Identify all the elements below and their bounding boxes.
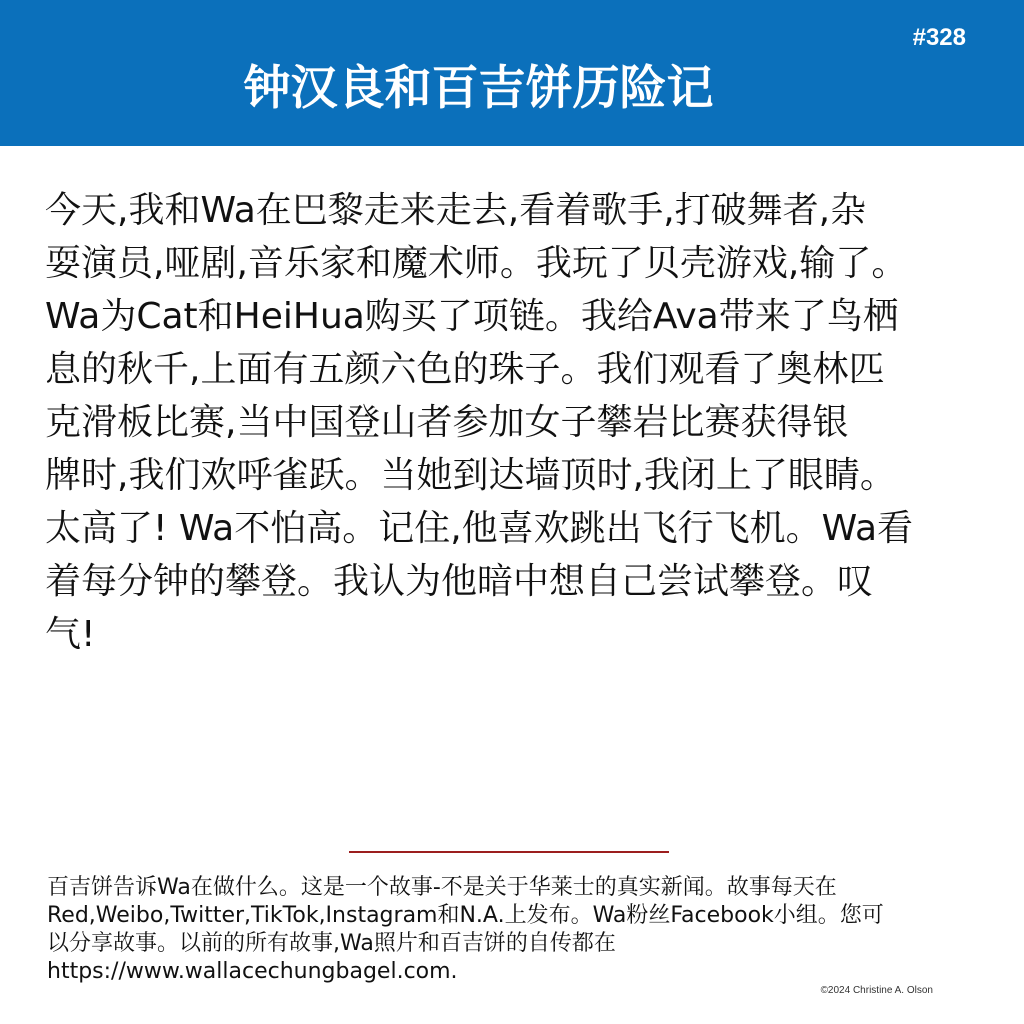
story-line: 耍演员,哑剧,音乐家和魔术师。我玩了贝壳游戏,输了。 bbox=[45, 243, 908, 284]
issue-number: #328 bbox=[912, 24, 966, 51]
story-text bbox=[45, 184, 985, 661]
header-banner bbox=[0, 0, 1024, 146]
page-title: 钟汉良和百吉饼历险记 bbox=[243, 61, 714, 116]
story-line: 太高了! Wa不怕高。记住,他喜欢跳出飞行飞机。Wa看 bbox=[45, 508, 914, 549]
footer-line: Red,Weibo,Twitter,TikTok,Instagram和N.A.上发布。Wa粉丝Facebook小组。您可 bbox=[47, 903, 884, 928]
story-line: 着每分钟的攀登。我认为他暗中想自己尝试攀登。叹 bbox=[45, 561, 874, 602]
footer-text bbox=[47, 874, 982, 986]
story-line: 气! bbox=[45, 614, 96, 655]
footer-line: 以分享故事。以前的所有故事,Wa照片和百吉饼的自传都在 bbox=[47, 931, 616, 956]
divider bbox=[349, 851, 669, 853]
copyright: ©2024 Christine A. Olson bbox=[820, 985, 933, 996]
story-line: Wa为Cat和HeiHua购买了项链。我给Ava带来了鸟栖 bbox=[45, 296, 899, 337]
story-line: 牌时,我们欢呼雀跃。当她到达墙顶时,我闭上了眼睛。 bbox=[45, 455, 896, 496]
footer-line: 百吉饼告诉Wa在做什么。这是一个故事-不是关于华莱士的真实新闻。故事每天在 bbox=[47, 875, 837, 900]
story-line: 今天,我和Wa在巴黎走来走去,看着歌手,打破舞者,杂 bbox=[45, 190, 867, 231]
footer-url: https://www.wallacechungbagel.com. bbox=[47, 959, 458, 984]
story-line: 息的秋千,上面有五颜六色的珠子。我们观看了奥林匹 bbox=[45, 349, 885, 390]
story-line: 克滑板比赛,当中国登山者参加女子攀岩比赛获得银 bbox=[45, 402, 849, 443]
